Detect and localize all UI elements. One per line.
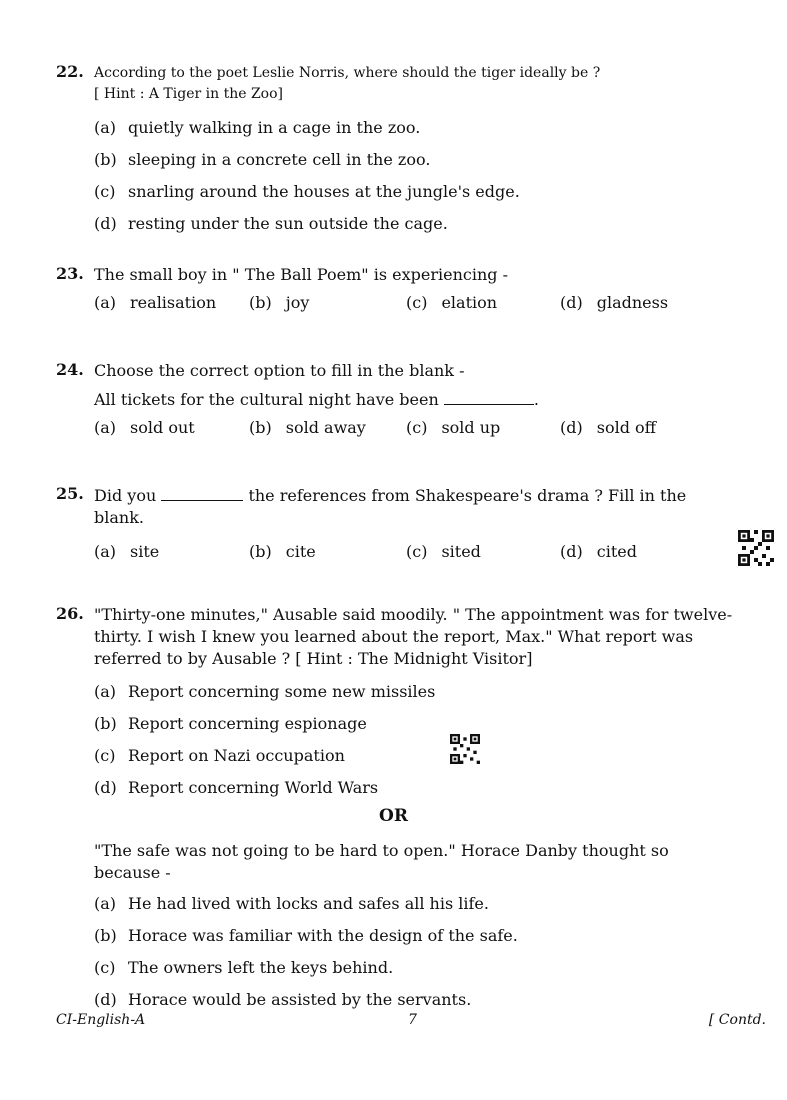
alt-option-d[interactable]: (d) Horace would be assisted by the servants. <box>94 990 472 1009</box>
option-c[interactable]: (c) sited <box>406 542 481 561</box>
options-row <box>94 286 736 320</box>
question-number: 26. <box>56 604 84 623</box>
option-c[interactable]: (c) snarling around the houses at the jungle's edge. <box>94 182 520 201</box>
option-b[interactable]: (b) cite <box>249 542 316 561</box>
continued-label: [ Contd. <box>708 1012 766 1028</box>
option-b[interactable]: (b) sold away <box>249 418 366 437</box>
question-26-alternate <box>56 840 736 1016</box>
question-line3: referred to by Ausable ? [ Hint : The Midnight Visitor] <box>94 649 533 668</box>
option-c[interactable]: (c) Report on Nazi occupation <box>94 746 345 765</box>
qr-code-icon <box>738 530 774 566</box>
option-d[interactable]: (d) Report concerning World Wars <box>94 778 379 797</box>
alt-option-a[interactable]: (a) He had lived with locks and safes all his life. <box>94 894 489 913</box>
or-divider: OR <box>379 806 408 826</box>
alt-option-b[interactable]: (b) Horace was familiar with the design of the safe. <box>94 926 518 945</box>
option-a[interactable]: (a) realisation <box>94 293 217 312</box>
question-line2: All tickets for the cultural night have been . <box>94 390 539 409</box>
question-line1: "Thirty-one minutes," Ausable said moodily. " The appointment was for twelve- <box>94 605 733 624</box>
question-number: 25. <box>56 484 84 503</box>
qr-code-icon <box>450 734 480 764</box>
option-b[interactable]: (b) joy <box>249 293 310 312</box>
option-a[interactable]: (a) Report concerning some new missiles <box>94 682 436 701</box>
question-number: 22. <box>56 62 84 81</box>
option-d[interactable]: (d) sold off <box>560 418 657 437</box>
question-text: The small boy in " The Ball Poem" is experiencing - <box>94 265 508 284</box>
option-d[interactable]: (d) resting under the sun outside the cage. <box>94 214 448 233</box>
option-c[interactable]: (c) elation <box>406 293 498 312</box>
option-d[interactable]: (d) gladness <box>560 293 669 312</box>
options-row <box>94 535 736 569</box>
question-24 <box>56 360 736 445</box>
option-a[interactable]: (a) sold out <box>94 418 195 437</box>
option-b[interactable]: (b) sleeping in a concrete cell in the zoo. <box>94 150 431 169</box>
question-23 <box>56 264 736 320</box>
page-number: 7 <box>408 1012 417 1028</box>
question-number: 24. <box>56 360 84 379</box>
option-a[interactable]: (a) site <box>94 542 160 561</box>
question-hint: [ Hint : A Tiger in the Zoo] <box>94 86 283 102</box>
question-25 <box>56 484 736 569</box>
option-d[interactable]: (d) cited <box>560 542 637 561</box>
question-26 <box>56 604 736 804</box>
alt-option-c[interactable]: (c) The owners left the keys behind. <box>94 958 394 977</box>
answer-blank <box>161 484 243 501</box>
option-c[interactable]: (c) sold up <box>406 418 501 437</box>
question-line2: blank. <box>94 508 144 527</box>
question-text: Did you the references from Shakespeare's drama ? Fill in the <box>94 486 687 505</box>
answer-blank <box>444 388 534 405</box>
question-number: 23. <box>56 264 84 283</box>
option-b[interactable]: (b) Report concerning espionage <box>94 714 367 733</box>
question-text: According to the poet Leslie Norris, where should the tiger ideally be ? <box>94 65 601 81</box>
question-text: Choose the correct option to fill in the blank - <box>94 361 465 380</box>
question-22 <box>56 62 736 240</box>
paper-code: CI-English-A <box>56 1012 146 1028</box>
option-a[interactable]: (a) quietly walking in a cage in the zoo. <box>94 118 421 137</box>
options-row <box>94 411 736 445</box>
question-line2: thirty. I wish I knew you learned about the report, Max." What report was <box>94 627 694 646</box>
alternate-question-text: "The safe was not going to be hard to open." Horace Danby thought so because - <box>94 841 669 882</box>
